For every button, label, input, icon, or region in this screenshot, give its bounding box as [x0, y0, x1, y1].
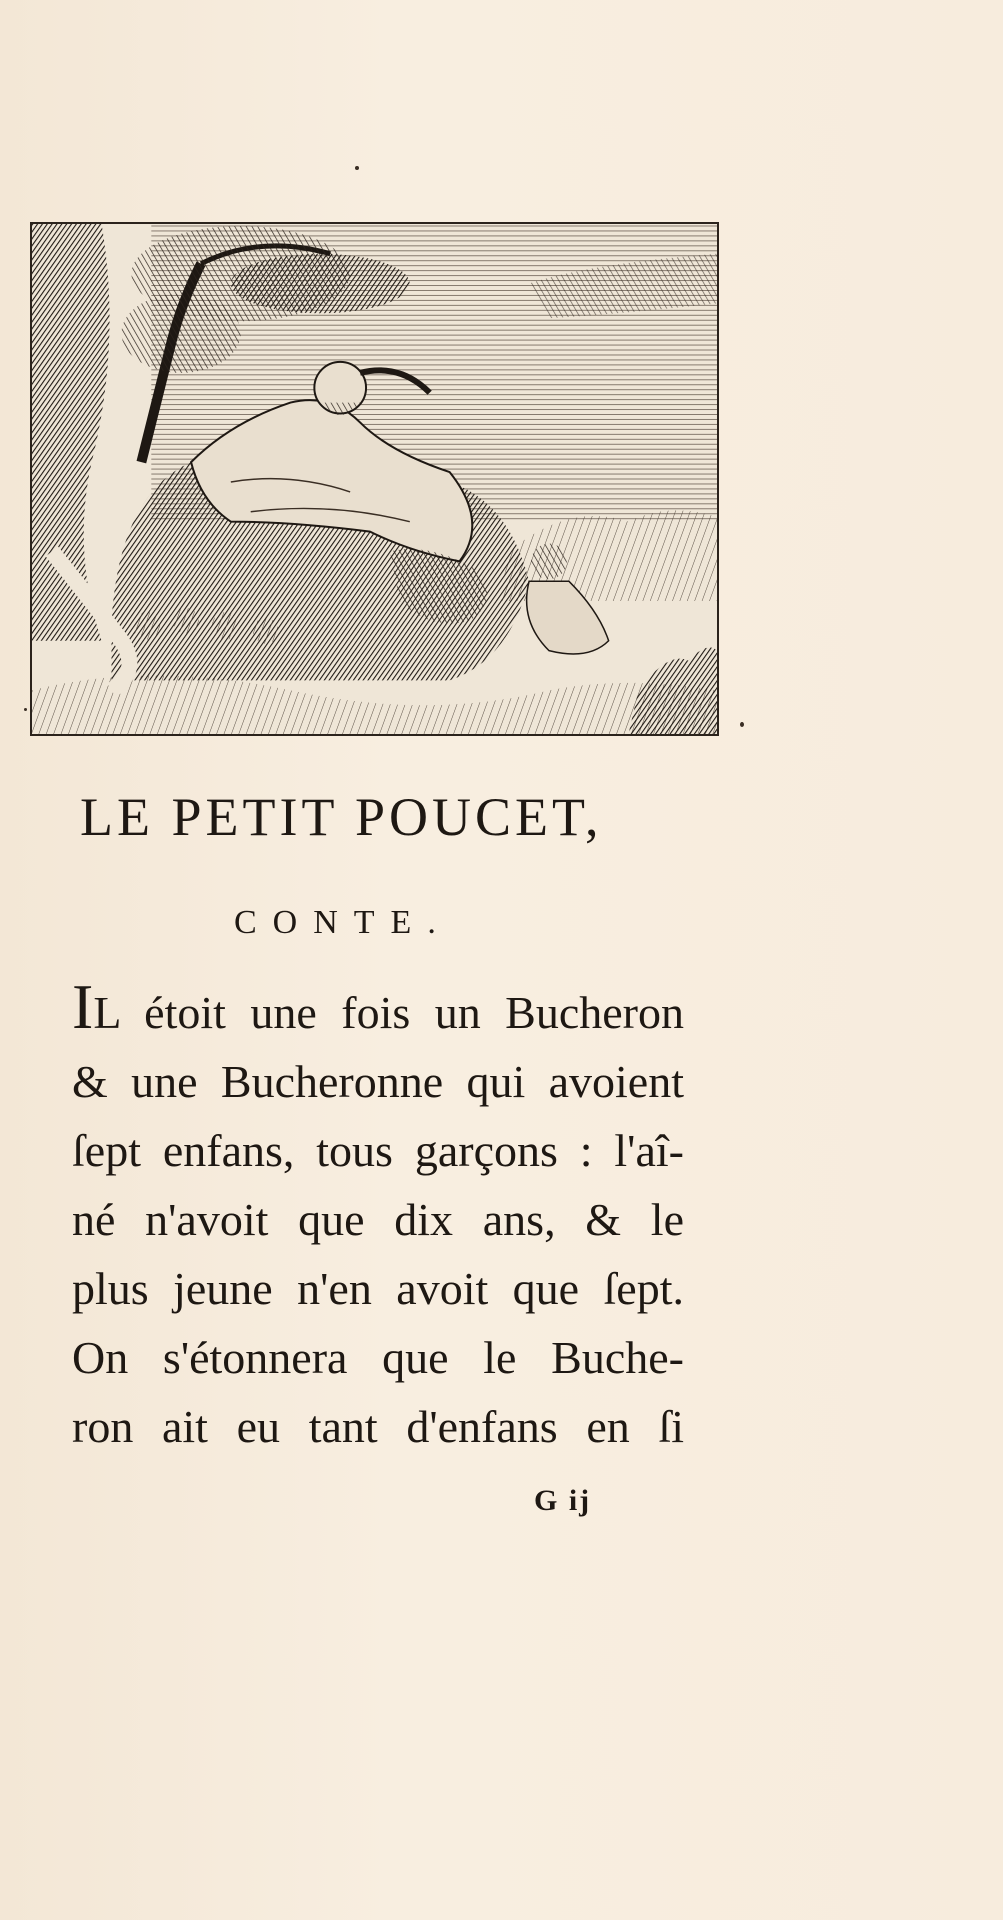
text-line-content: L étoit une fois un Bucheron [93, 987, 684, 1038]
ink-speck [24, 708, 27, 711]
body-paragraph [72, 972, 692, 1461]
text-line [72, 972, 684, 1047]
text-line: ron ait eu tant d'enfans en ſi [72, 1401, 684, 1452]
text-line: plus jeune n'en avoit que ſept. [72, 1263, 684, 1314]
signature-mark: G ij [534, 1484, 592, 1517]
ink-speck [355, 166, 359, 170]
text-line: & une Bucheronne qui avoient [72, 1056, 684, 1107]
drop-cap: I [72, 971, 94, 1042]
engraving-illustration [30, 222, 719, 736]
text-line: né n'avoit que dix ans, & le [72, 1194, 684, 1245]
ink-speck [740, 722, 744, 727]
text-line: On s'étonnera que le Buche- [72, 1332, 684, 1383]
engraving-sleeping-ogre-icon [32, 224, 717, 734]
chapter-subtitle: CONTE. [234, 904, 452, 941]
chapter-title: LE PETIT POUCET, [80, 787, 603, 847]
text-line: ſept enfans, tous garçons : l'aî- [72, 1125, 684, 1176]
